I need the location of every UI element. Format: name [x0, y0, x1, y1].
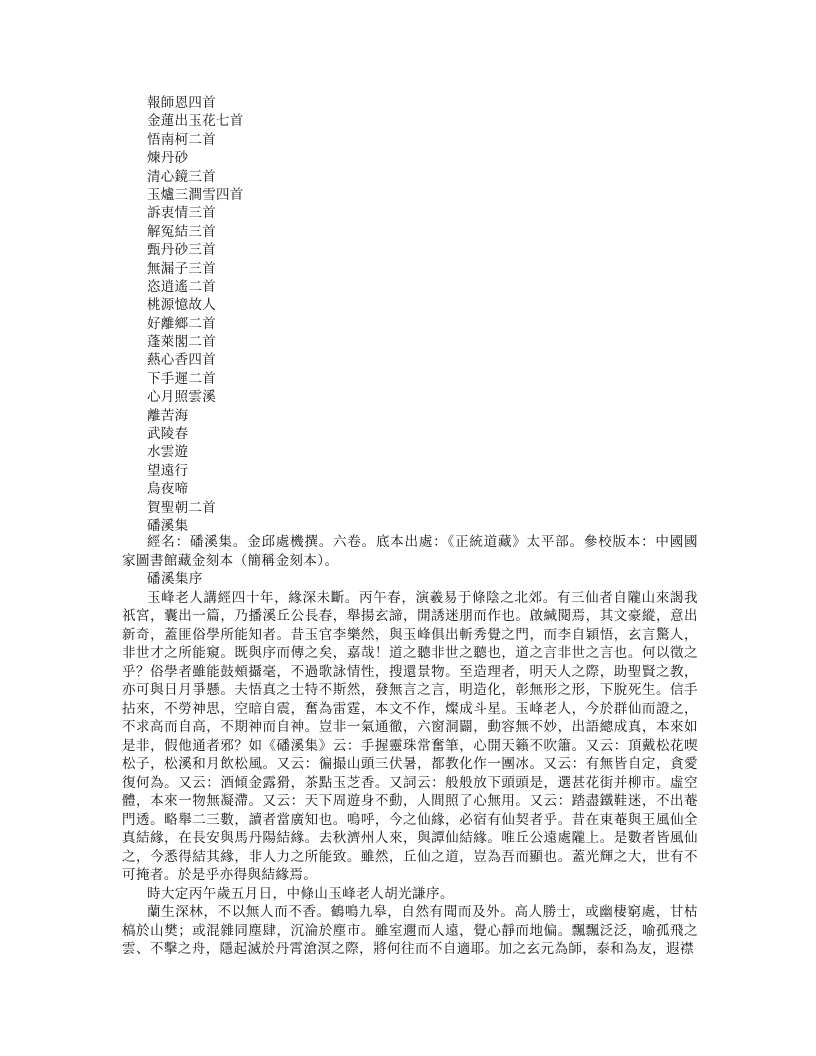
toc-item: 玉爐三澗雪四首: [147, 186, 244, 203]
toc-item: 恣逍遙二首: [147, 278, 216, 295]
body-text: [122, 533, 698, 959]
toc-item: 賀聖朝二首: [147, 499, 216, 516]
toc-item: 磻溪集: [147, 517, 189, 534]
toc-item: 蓬萊閣二首: [147, 334, 216, 351]
table-of-contents: [147, 94, 244, 535]
toc-item: 清心鏡三首: [147, 168, 216, 185]
toc-item: 甄丹砂三首: [147, 242, 216, 259]
preface-paragraph: 玉峰老人講經四十年，緣深未斷。丙午春，演羲易于條陰之北郊。有三仙者自隴山來謁我祇宮，囊出一篇，乃播溪丘公長春，舉揚玄諦，開誘迷朋而作也。啟緘閱焉，其文豪縱，意出新奇，蓋匪俗學所能知者。昔玉官李樂然，與玉峰俱出斬秀覺之門，而李自穎悟，玄言驚人，非世才之所能窺。既與序而傳之矣，嘉哉！道之聽非世之聽也，道之言非世之言也。何以徵之乎？俗學者雖能鼓頰攝毫，不過歌詠情性，搜還景物。至造理者，明天人之際，助聖賢之教，亦可與日月爭懸。夫悟真之士特不斯然，發無言之言，明造化，彰無形之形，下脫死生。信手拈來，不勞神思，空暗自震，奮為雷霆，本文不作，燦成斗星。玉峰老人，今於群仙而證之，不求高而自高，不期神而自神。豈非一氣通徹，六窗洞闢，動容無不妙，出語總成真，本來如是非，假他通者邪？如《磻溪集》云：手握靈珠常奮筆，心開天籟不吹簫。又云：頂戴松花喫松子，松溪和月飲松風。又云：徧撮山頭三伏暑，都教化作一團冰。又云：有無皆自定，貪愛復何為。又云：酒傾金露猾，茶點玉芝香。又詞云：般般放下頭頭是，選甚花街并柳市。虛空體，本來一物無凝滯。又云：天下周遊身不動，人間照了心無用。又云：踏盡鐵鞋迷，不出菴門透。略舉二三數，讀者當廣知也。嗚呼，今之仙緣，必宿有仙契者乎。昔在東菴與王風仙全真結緣，在長安與馬丹陽結緣。去秋濟州人來，與譚仙結緣。唯丘公遠處隴上。是數者皆風仙之，今悉得結其緣，非人力之所能致。雖然，丘仙之道，豈為吾而顯也。蓋光輝之大，世有不可掩者。於是乎亦得與結緣焉。: [122, 589, 698, 883]
toc-item: 下手遲二首: [147, 370, 216, 387]
toc-item: 好離鄉二首: [147, 315, 216, 332]
body-paragraph: 蘭生深林，不以無人而不香。鶴鳴九皋，自然有聞而及外。高人勝士，或幽棲窮處，甘枯槁於山樊；或混雜同塵肆，沉淪於塵市。雖室邇而人遠，覺心靜而地偏。飄飄泛泛，喻孤飛之雲、不擊之舟，隱起滅於丹霄滄溟之際，將何往而不自適耶。加之玄元為師，泰和為友，遐襟: [122, 904, 698, 957]
toc-item: 訴衷情三首: [147, 205, 216, 222]
preface-signature: 時大定丙午歲五月日，中條山玉峰老人胡光謙序。: [147, 885, 454, 902]
toc-item: 心月照雲溪: [147, 389, 216, 406]
toc-item: 金蓮出玉花七首: [147, 113, 244, 130]
toc-item: 爇心香四首: [147, 352, 216, 369]
toc-item: 離苦海: [147, 407, 189, 424]
preface-heading: 磻溪集序: [147, 571, 203, 587]
toc-item: 無漏子三首: [147, 260, 216, 277]
toc-item: 煉丹砂: [147, 150, 189, 167]
toc-item: 桃源憶故人: [147, 297, 216, 314]
toc-item: 報師恩四首: [147, 95, 216, 111]
toc-item: 烏夜啼: [147, 481, 189, 498]
scripture-note-paragraph: 經名：磻溪集。金邱處機撰。六卷。底本出處：《正統道藏》太平部。參校版本：中國國家圖書館藏金刻本（簡稱金刻本）。: [122, 534, 698, 569]
toc-item: 望遠行: [147, 462, 189, 479]
toc-item: 武陵春: [147, 426, 189, 443]
toc-item: 解冤結三首: [147, 223, 216, 240]
toc-item: 悟南柯二首: [147, 131, 216, 148]
toc-item: 水雲遊: [147, 444, 189, 461]
